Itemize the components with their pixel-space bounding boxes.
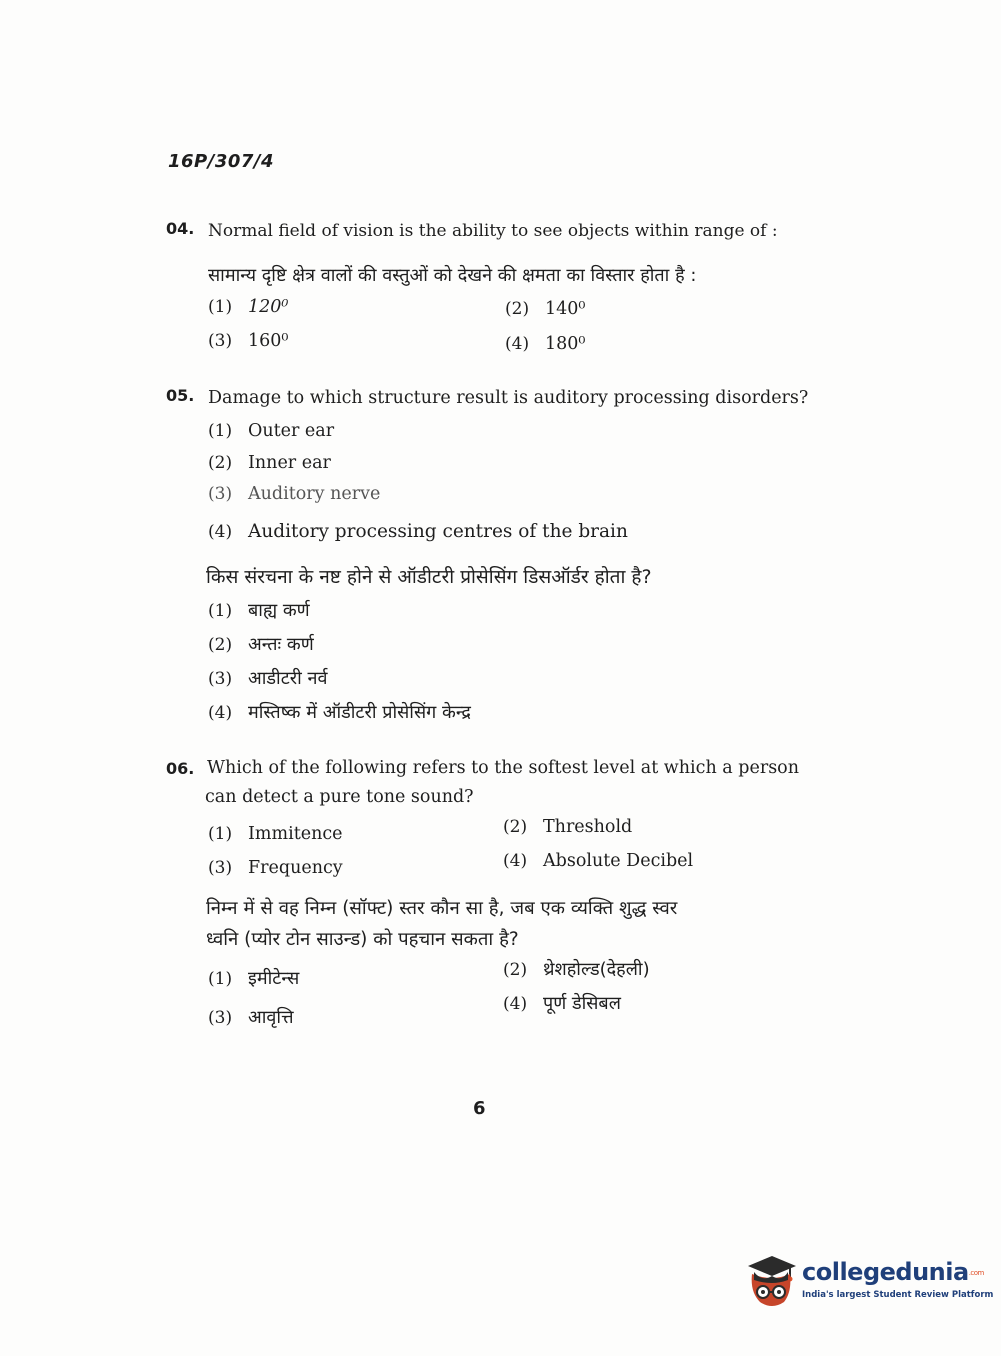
question-05-option-en-4 — [208, 521, 628, 542]
question-04-number: 04. — [166, 219, 195, 238]
question-06-text-en-line2: can detect a pure tone sound? — [205, 787, 474, 807]
question-06-option-en-3 — [208, 858, 343, 878]
option-number: (3) — [208, 669, 233, 689]
option-text: Absolute Decibel — [543, 851, 694, 871]
option-text: 160⁰ — [248, 331, 289, 351]
brand-tagline: India's largest Student Review Platform — [802, 1290, 994, 1300]
option-number: (2) — [503, 960, 528, 980]
question-05-option-hi-2 — [208, 632, 314, 656]
question-05-option-hi-1 — [208, 598, 310, 622]
option-number: (1) — [208, 421, 233, 441]
question-06-number: 06. — [166, 759, 195, 778]
option-text: Frequency — [248, 858, 343, 878]
question-06-option-en-1 — [208, 824, 343, 844]
option-text: 180⁰ — [545, 334, 586, 354]
brand-suffix: .com — [968, 1269, 984, 1277]
option-number: (3) — [208, 331, 233, 351]
question-06-option-en-4 — [503, 851, 693, 871]
brand-name — [802, 1258, 984, 1286]
mascot-icon — [742, 1252, 800, 1310]
paper-code: 16P/307/4 — [168, 151, 274, 172]
option-text: मस्तिष्क में ऑडीटरी प्रोसेसिंग केन्द्र — [248, 702, 471, 723]
option-number: (4) — [505, 334, 530, 354]
question-05-option-hi-4 — [208, 700, 471, 724]
option-text: आवृत्ति — [248, 1007, 294, 1028]
option-number: (2) — [208, 453, 233, 473]
option-number: (1) — [208, 824, 233, 844]
option-number: (1) — [208, 969, 233, 989]
option-number: (4) — [208, 703, 233, 723]
option-number: (1) — [208, 297, 233, 317]
option-text: Auditory processing centres of the brain — [248, 521, 628, 542]
option-text: 140⁰ — [545, 299, 586, 319]
question-05-option-en-1 — [208, 421, 334, 441]
option-text: पूर्ण डेसिबल — [543, 993, 621, 1014]
question-06-option-en-2 — [503, 817, 632, 837]
option-number: (4) — [503, 994, 528, 1014]
option-text: आडीटरी नर्व — [248, 668, 328, 689]
brand-text: collegedunia — [802, 1258, 969, 1286]
option-text: 120⁰ — [248, 297, 289, 317]
option-text: Outer ear — [248, 421, 335, 441]
question-04-option-4 — [505, 334, 585, 354]
question-05-option-en-3 — [208, 484, 380, 504]
option-number: (3) — [208, 858, 233, 878]
collegedunia-watermark — [742, 1250, 994, 1310]
question-06-option-hi-3 — [208, 1005, 294, 1029]
question-04-option-1 — [208, 297, 288, 317]
option-number: (4) — [208, 522, 233, 542]
question-06-option-hi-2 — [503, 957, 650, 981]
option-number: (2) — [503, 817, 528, 837]
question-04-text-en: Normal field of vision is the ability to see objects within range of : — [208, 221, 778, 241]
option-number: (3) — [208, 484, 233, 504]
question-06-text-hi-line1: निम्न में से वह निम्न (सॉफ्ट) स्तर कौन सा है, जब एक व्यक्ति शुद्ध स्वर — [206, 898, 678, 919]
option-number: (4) — [503, 851, 528, 871]
question-06-option-hi-1 — [208, 966, 299, 990]
question-04-option-3 — [208, 331, 288, 351]
option-number: (3) — [208, 1008, 233, 1028]
option-text: इमीटेन्स — [248, 968, 300, 989]
option-text: अन्तः कर्ण — [248, 634, 314, 655]
option-number: (2) — [208, 635, 233, 655]
question-06-option-hi-4 — [503, 991, 621, 1015]
option-number: (2) — [505, 299, 530, 319]
option-text: Threshold — [543, 817, 633, 837]
option-number: (1) — [208, 601, 233, 621]
question-05-number: 05. — [166, 386, 195, 405]
option-text: थ्रेशहोल्ड(देहली) — [543, 959, 650, 980]
option-text: बाह्य कर्ण — [248, 600, 310, 621]
question-04-text-hi: सामान्य दृष्टि क्षेत्र वालों की वस्तुओं को देखने की क्षमता का विस्तार होता है : — [208, 265, 697, 286]
question-05-option-en-2 — [208, 453, 331, 473]
question-05-text-en: Damage to which structure result is auditory processing disorders? — [208, 388, 809, 408]
option-text: Auditory nerve — [248, 484, 381, 504]
question-06-text-hi-line2: ध्वनि (प्योर टोन साउन्ड) को पहचान सकता है? — [206, 929, 519, 950]
question-05-text-hi: किस संरचना के नष्ट होने से ऑडीटरी प्रोसेसिंग डिसऑर्डर होता है? — [206, 566, 652, 588]
question-04-option-2 — [505, 299, 585, 319]
question-05-option-hi-3 — [208, 666, 328, 690]
page-number: 6 — [473, 1098, 486, 1119]
option-text: Inner ear — [248, 453, 331, 473]
question-06-text-en-line1: Which of the following refers to the softest level at which a person — [207, 758, 799, 778]
option-text: Immitence — [248, 824, 343, 844]
